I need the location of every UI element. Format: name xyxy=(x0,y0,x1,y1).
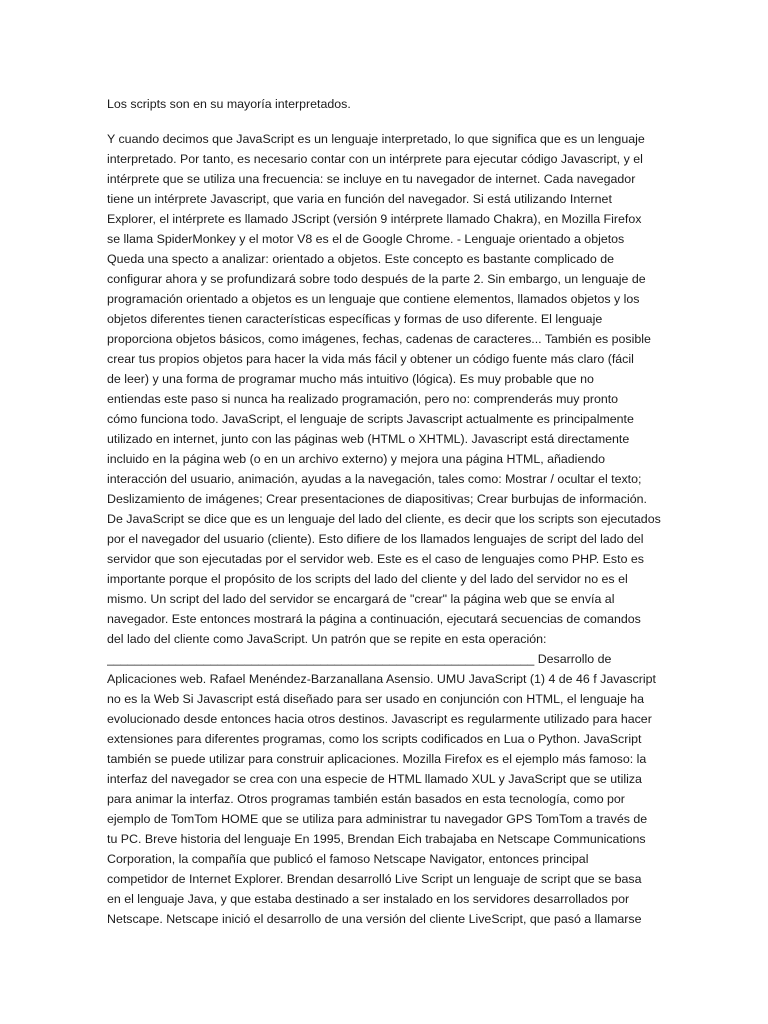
body-text-line: proporciona objetos básicos, como imágenes, fechas, cadenas de caracteres... También es posible xyxy=(107,332,651,346)
body-text-line: entiendas este paso si nunca ha realizado programación, pero no: comprenderás muy pronto xyxy=(107,392,619,406)
document-page xyxy=(107,94,661,929)
paragraph-gap xyxy=(107,114,661,129)
body-text-line: navegador. Este entonces mostrará la página a continuación, ejecutará secuencias de comandos xyxy=(107,612,641,626)
body-text-line: también se puede utilizar para construir aplicaciones. Mozilla Firefox es el ejemplo más famoso: la xyxy=(107,752,647,766)
body-text-line: programación orientado a objetos es un lenguaje que contiene elementos, llamados objetos y los xyxy=(107,292,640,306)
body-text-line: Explorer, el intérprete es llamado JScript (versión 9 intérprete llamado Chakra), en Mozilla Firefox xyxy=(107,212,642,226)
body-text-line: interpretado. Por tanto, es necesario contar con un intérprete para ejecutar código Javascript, y el xyxy=(107,152,643,166)
body-text-line: importante porque el propósito de los scripts del lado del cliente y del lado del servidor no es el xyxy=(107,572,628,586)
body-text-line: cómo funciona todo. JavaScript, el lenguaje de scripts Javascript actualmente es principalmente xyxy=(107,412,634,426)
document-body xyxy=(107,129,661,929)
body-text-line: incluido en la página web (o en un archivo externo) y mejora una página HTML, añadiendo xyxy=(107,452,606,466)
body-text-line: tiene un intérprete Javascript, que varia en función del navegador. Si está utilizando Internet xyxy=(107,192,612,206)
body-text-line: por el navegador del usuario (cliente). Esto difiere de los llamados lenguajes de script del lado del xyxy=(107,532,644,546)
body-text-line: se llama SpiderMonkey y el motor V8 es el de Google Chrome. - Lenguaje orientado a objetos xyxy=(107,232,625,246)
body-text-line: no es la Web Si Javascript está diseñado para ser usado en conjunción con HTML, el lenguaje ha xyxy=(107,692,645,706)
body-text-line: configurar ahora y se profundizará sobre todo después de la parte 2. Sin embargo, un lenguaje de xyxy=(107,272,646,286)
body-text-line: ejemplo de TomTom HOME que se utiliza para administrar tu navegador GPS TomTom a través de xyxy=(107,812,648,826)
body-text-line: Corporation, la compañía que publicó el famoso Netscape Navigator, entonces principal xyxy=(107,852,589,866)
body-text-line: del lado del cliente como JavaScript. Un patrón que se repite en esta operación: xyxy=(107,632,547,646)
body-text-line: Deslizamiento de imágenes; Crear presentaciones de diapositivas; Crear burbujas de información. xyxy=(107,492,647,506)
body-text-line: de leer) y una forma de programar mucho más intuitivo (lógica). Es muy probable que no xyxy=(107,372,594,386)
body-text-line: competidor de Internet Explorer. Brendan desarrolló Live Script un lenguaje de script que se basa xyxy=(107,872,642,886)
body-text-line: Netscape. Netscape inició el desarrollo de una versión del cliente LiveScript, que pasó a llamarse xyxy=(107,912,642,926)
body-text-line: para animar la interfaz. Otros programas también están basados en esta tecnología, como por xyxy=(107,792,625,806)
body-text-line: servidor que son ejecutadas por el servidor web. Este es el caso de lenguajes como PHP. Esto es xyxy=(107,552,644,566)
body-text-line: Aplicaciones web. Rafael Menéndez-Barzanallana Asensio. UMU JavaScript (1) 4 de 46 f Javascript xyxy=(107,672,656,686)
body-text-line: mismo. Un script del lado del servidor se encargará de "crear" la página web que se envía al xyxy=(107,592,615,606)
body-text-line: en el lenguaje Java, y que estaba destinado a ser instalado en los servidores desarrollados por xyxy=(107,892,630,906)
body-text-line: interacción del usuario, animación, ayudas a la navegación, tales como: Mostrar / ocultar el texto; xyxy=(107,472,642,486)
body-text-line: tu PC. Breve historia del lenguaje En 1995, Brendan Eich trabajaba en Netscape Communications xyxy=(107,832,646,846)
body-text-line: crear tus propios objetos para hacer la vida más fácil y obtener un código fuente más claro (fácil xyxy=(107,352,634,366)
body-text-line: utilizado en internet, junto con las páginas web (HTML o XHTML). Javascript está directamente xyxy=(107,432,630,446)
body-text-line: De JavaScript se dice que es un lenguaje del lado del cliente, es decir que los scripts son ejecutados xyxy=(107,512,661,526)
body-text-line: evolucionado desde entonces hacia otros destinos. Javascript es regularmente utilizado para hacer xyxy=(107,712,652,726)
body-text-line: intérprete que se utiliza una frecuencia: se incluye en tu navegador de internet. Cada navegador xyxy=(107,172,636,186)
body-text-line: ______________________________________________________________ Desarrollo de xyxy=(107,652,612,666)
body-text-line: objetos diferentes tienen características específicas y formas de uso diferente. El lenguaje xyxy=(107,312,603,326)
document-heading: Los scripts son en su mayoría interpretados. xyxy=(107,97,351,111)
body-text-line: Queda una specto a analizar: orientado a objetos. Este concepto es bastante complicado de xyxy=(107,252,614,266)
body-text-line: extensiones para diferentes programas, como los scripts codificados en Lua o Python. JavaScript xyxy=(107,732,642,746)
body-text-line: interfaz del navegador se crea con una especie de HTML llamado XUL y JavaScript que se utiliza xyxy=(107,772,642,786)
body-text-line: Y cuando decimos que JavaScript es un lenguaje interpretado, lo que significa que es un lenguaje xyxy=(107,132,645,146)
